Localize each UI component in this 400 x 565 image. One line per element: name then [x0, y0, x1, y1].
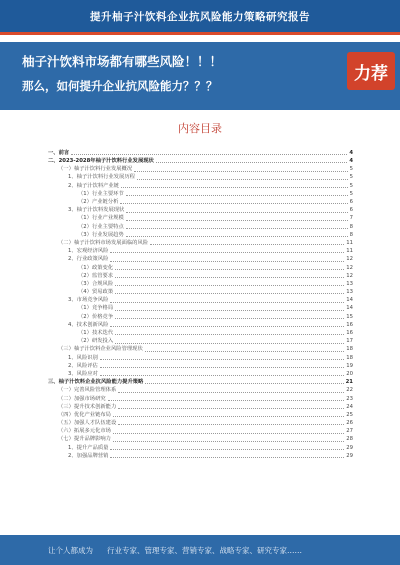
- toc-leader-dots: [100, 375, 344, 376]
- toc-leader-dots: [118, 408, 344, 409]
- toc-entry-text: 2、加强品牌营销: [68, 452, 109, 459]
- toc-leader-dots: [113, 441, 344, 442]
- toc-leader-dots: [115, 293, 344, 294]
- toc-entry-page: 5: [349, 190, 353, 197]
- toc-entry-page: 7: [349, 215, 353, 222]
- toc-entry-text: （二）加强市场研究: [58, 395, 106, 402]
- toc-entry-text: 2、行业政策风险: [68, 256, 109, 263]
- toc-leader-dots: [115, 343, 344, 344]
- toc-leader-dots: [115, 285, 344, 286]
- toc-entry[interactable]: [48, 287, 353, 295]
- toc-entry-text: （二）柚子汁饮料市场发展面临的风险: [58, 239, 149, 246]
- toc-entry-page: 19: [346, 362, 353, 369]
- toc-entry-page: 17: [346, 338, 353, 345]
- toc-entry-text: （2）价格竞争: [78, 313, 114, 320]
- toc-entry-text: （1）政策变化: [78, 264, 114, 271]
- report-title: 提升柚子汁饮料企业抗风险能力策略研究报告: [90, 10, 310, 23]
- toc-entry-text: 二、2023-2028年柚子汁饮料行业发展现状: [48, 158, 154, 165]
- toc-leader-dots: [150, 244, 344, 245]
- toc-entry-text: （三）提升技术创新能力: [58, 403, 117, 410]
- toc-entry[interactable]: [48, 328, 353, 336]
- toc-entry-text: 2、柚子汁饮料产业链: [68, 182, 120, 189]
- toc-entry[interactable]: [48, 164, 353, 172]
- toc-entry-page: 27: [346, 428, 353, 435]
- toc-entry-text: （2）监管要求: [78, 272, 114, 279]
- toc-entry-text: 4、技术创新风险: [68, 321, 109, 328]
- toc-leader-dots: [110, 457, 344, 458]
- toc-leader-dots: [126, 228, 348, 229]
- toc-leader-dots: [110, 252, 344, 253]
- toc-entry-text: （1）技术迭代: [78, 330, 114, 337]
- footer-bar: [0, 535, 400, 565]
- toc-entry-text: （3）行业发展趋势: [78, 231, 124, 238]
- toc-leader-dots: [115, 318, 344, 319]
- toc-leader-dots: [134, 171, 347, 172]
- toc-entry-page: 18: [346, 354, 353, 361]
- toc-entry-text: （三）柚子汁饮料企业风险管理现状: [58, 346, 143, 353]
- footer-roles: 行业专家、管理专家、营销专家、战略专家、研究专家……: [107, 545, 302, 555]
- toc-leader-dots: [115, 310, 344, 311]
- toc-entry-text: （1）竞争格局: [78, 305, 114, 312]
- toc-entry-text: （2）行业主要特点: [78, 223, 124, 230]
- toc-leader-dots: [110, 449, 344, 450]
- toc-leader-dots: [126, 220, 348, 221]
- toc-entry[interactable]: [48, 451, 353, 459]
- toc-entry[interactable]: [48, 271, 353, 279]
- toc-entry[interactable]: [48, 353, 353, 361]
- toc-entry-page: 8: [349, 231, 353, 238]
- toc-entry-page: 6: [349, 207, 353, 214]
- toc-entry-text: 1、提升产品质量: [68, 444, 109, 451]
- toc-entry-text: 1、宏观经济风险: [68, 248, 109, 255]
- toc-list: [48, 148, 353, 459]
- toc-entry-page: 12: [346, 256, 353, 263]
- toc-leader-dots: [126, 195, 348, 196]
- toc-leader-dots: [145, 383, 343, 384]
- toc-entry[interactable]: [48, 238, 353, 246]
- recommend-stamp: 力荐: [347, 52, 395, 90]
- toc-entry-text: （3）合规风险: [78, 280, 114, 287]
- toc-entry[interactable]: [48, 443, 353, 451]
- toc-entry-text: 1、柚子汁饮料行业发展历程: [68, 174, 135, 181]
- toc-entry-text: 三、柚子汁饮料企业抗风险能力提升策略: [48, 379, 144, 386]
- toc-leader-dots: [100, 359, 344, 360]
- toc-leader-dots: [126, 212, 347, 213]
- toc-entry[interactable]: [48, 181, 353, 189]
- toc-entry[interactable]: [48, 402, 353, 410]
- toc-entry-text: 3、风险应对: [68, 370, 98, 377]
- toc-entry-text: （2）研发投入: [78, 338, 114, 345]
- toc-entry-text: 1、风险识别: [68, 354, 98, 361]
- toc-entry-page: 16: [346, 330, 353, 337]
- toc-entry[interactable]: [48, 156, 353, 164]
- toc-entry-page: 5: [349, 174, 353, 181]
- toc-entry-text: 一、前言: [48, 149, 70, 156]
- toc-leader-dots: [71, 154, 347, 155]
- toc-entry-text: （一）完善风险管理体系: [58, 387, 117, 394]
- toc-leader-dots: [118, 392, 344, 393]
- toc-entry-page: 14: [346, 305, 353, 312]
- toc-leader-dots: [120, 203, 347, 204]
- toc-entry-page: 11: [346, 248, 353, 255]
- toc-leader-dots: [100, 367, 344, 368]
- toc-entry-text: 3、市场竞争风险: [68, 297, 109, 304]
- toc-entry-page: 5: [349, 166, 353, 173]
- toc-entry[interactable]: [48, 345, 353, 353]
- banner-headline: 柚子汁饮料市场都有哪些风险！！！: [22, 54, 223, 69]
- toc-entry-text: （五）加强人才队伍建设: [58, 420, 117, 427]
- toc-entry-page: 11: [346, 239, 353, 246]
- toc-leader-dots: [115, 334, 344, 335]
- toc-entry-page: 20: [346, 370, 353, 377]
- toc-leader-dots: [156, 162, 347, 163]
- footer-label: 让个人都成为: [48, 545, 93, 555]
- toc-entry-page: 22: [346, 387, 353, 394]
- toc-entry-page: 4: [349, 149, 353, 156]
- toc-entry[interactable]: [48, 369, 353, 377]
- toc-entry[interactable]: [48, 148, 353, 156]
- toc-entry[interactable]: [48, 410, 353, 418]
- toc-entry-page: 29: [346, 444, 353, 451]
- toc-leader-dots: [110, 302, 344, 303]
- toc-entry-text: （1）行业产业规模: [78, 215, 124, 222]
- toc-leader-dots: [113, 416, 344, 417]
- toc-entry-page: 23: [346, 395, 353, 402]
- banner-subheadline: 那么，如何提升企业抗风险能力？？？: [22, 79, 218, 93]
- toc-entry-page: 24: [346, 403, 353, 410]
- toc-entry[interactable]: [48, 312, 353, 320]
- toc-entry-text: 3、柚子汁饮料发展现状: [68, 207, 125, 214]
- toc-entry-text: （一）柚子汁饮料行业发展概况: [58, 166, 133, 173]
- toc-entry-page: 15: [346, 313, 353, 320]
- toc-entry[interactable]: [48, 304, 353, 312]
- toc-entry[interactable]: [48, 214, 353, 222]
- toc-entry[interactable]: [48, 361, 353, 369]
- toc-entry-text: （1）行业主要环节: [78, 190, 124, 197]
- toc-leader-dots: [113, 433, 344, 434]
- toc-entry-page: 21: [345, 379, 353, 386]
- toc-entry-text: （七）提升品牌影响力: [58, 436, 111, 443]
- toc-leader-dots: [137, 179, 348, 180]
- toc-entry-page: 25: [346, 411, 353, 418]
- toc-leader-dots: [110, 261, 344, 262]
- toc-entry-text: 2、风险评估: [68, 362, 98, 369]
- toc-entry[interactable]: [48, 394, 353, 402]
- toc-entry-page: 28: [346, 436, 353, 443]
- toc-leader-dots: [115, 277, 344, 278]
- toc-entry[interactable]: [48, 246, 353, 254]
- toc-entry[interactable]: [48, 205, 353, 213]
- toc-leader-dots: [118, 424, 344, 425]
- toc-entry[interactable]: [48, 336, 353, 344]
- toc-leader-dots: [121, 187, 348, 188]
- toc-entry[interactable]: [48, 263, 353, 271]
- toc-entry-page: 26: [346, 420, 353, 427]
- toc-entry-page: 18: [346, 346, 353, 353]
- toc-entry[interactable]: [48, 254, 353, 262]
- toc-entry-page: 13: [346, 280, 353, 287]
- toc-entry[interactable]: [48, 222, 353, 230]
- toc-entry-text: （4）贸易政策: [78, 289, 114, 296]
- toc-entry-page: 12: [346, 264, 353, 271]
- toc-entry[interactable]: [48, 189, 353, 197]
- header-divider: [0, 32, 400, 35]
- toc-leader-dots: [145, 351, 344, 352]
- toc-entry-text: （2）产业链分析: [78, 199, 119, 206]
- toc-entry-text: （六）拓展多元化市场: [58, 428, 111, 435]
- toc-entry-page: 12: [346, 272, 353, 279]
- toc-entry-page: 8: [349, 223, 353, 230]
- toc-entry[interactable]: [48, 295, 353, 303]
- toc-entry-page: 6: [349, 199, 353, 206]
- toc-entry-page: 14: [346, 297, 353, 304]
- toc-entry-text: （四）优化产业链布局: [58, 411, 111, 418]
- toc-entry[interactable]: [48, 230, 353, 238]
- toc-entry[interactable]: [48, 418, 353, 426]
- report-header-bar: [0, 0, 400, 32]
- toc-entry[interactable]: [48, 435, 353, 443]
- toc-leader-dots: [108, 400, 345, 401]
- toc-entry[interactable]: [48, 426, 353, 434]
- toc-entry-page: 4: [349, 158, 353, 165]
- toc-entry[interactable]: [48, 320, 353, 328]
- toc-entry-page: 13: [346, 289, 353, 296]
- toc-entry-page: 29: [346, 452, 353, 459]
- toc-entry[interactable]: [48, 197, 353, 205]
- toc-title: 内容目录: [178, 122, 222, 135]
- toc-entry[interactable]: [48, 385, 353, 393]
- toc-entry[interactable]: [48, 173, 353, 181]
- toc-entry[interactable]: [48, 377, 353, 385]
- toc-entry[interactable]: [48, 279, 353, 287]
- toc-leader-dots: [126, 236, 348, 237]
- toc-leader-dots: [110, 326, 344, 327]
- toc-entry-page: 5: [349, 182, 353, 189]
- toc-entry-page: 16: [346, 321, 353, 328]
- toc-leader-dots: [115, 269, 344, 270]
